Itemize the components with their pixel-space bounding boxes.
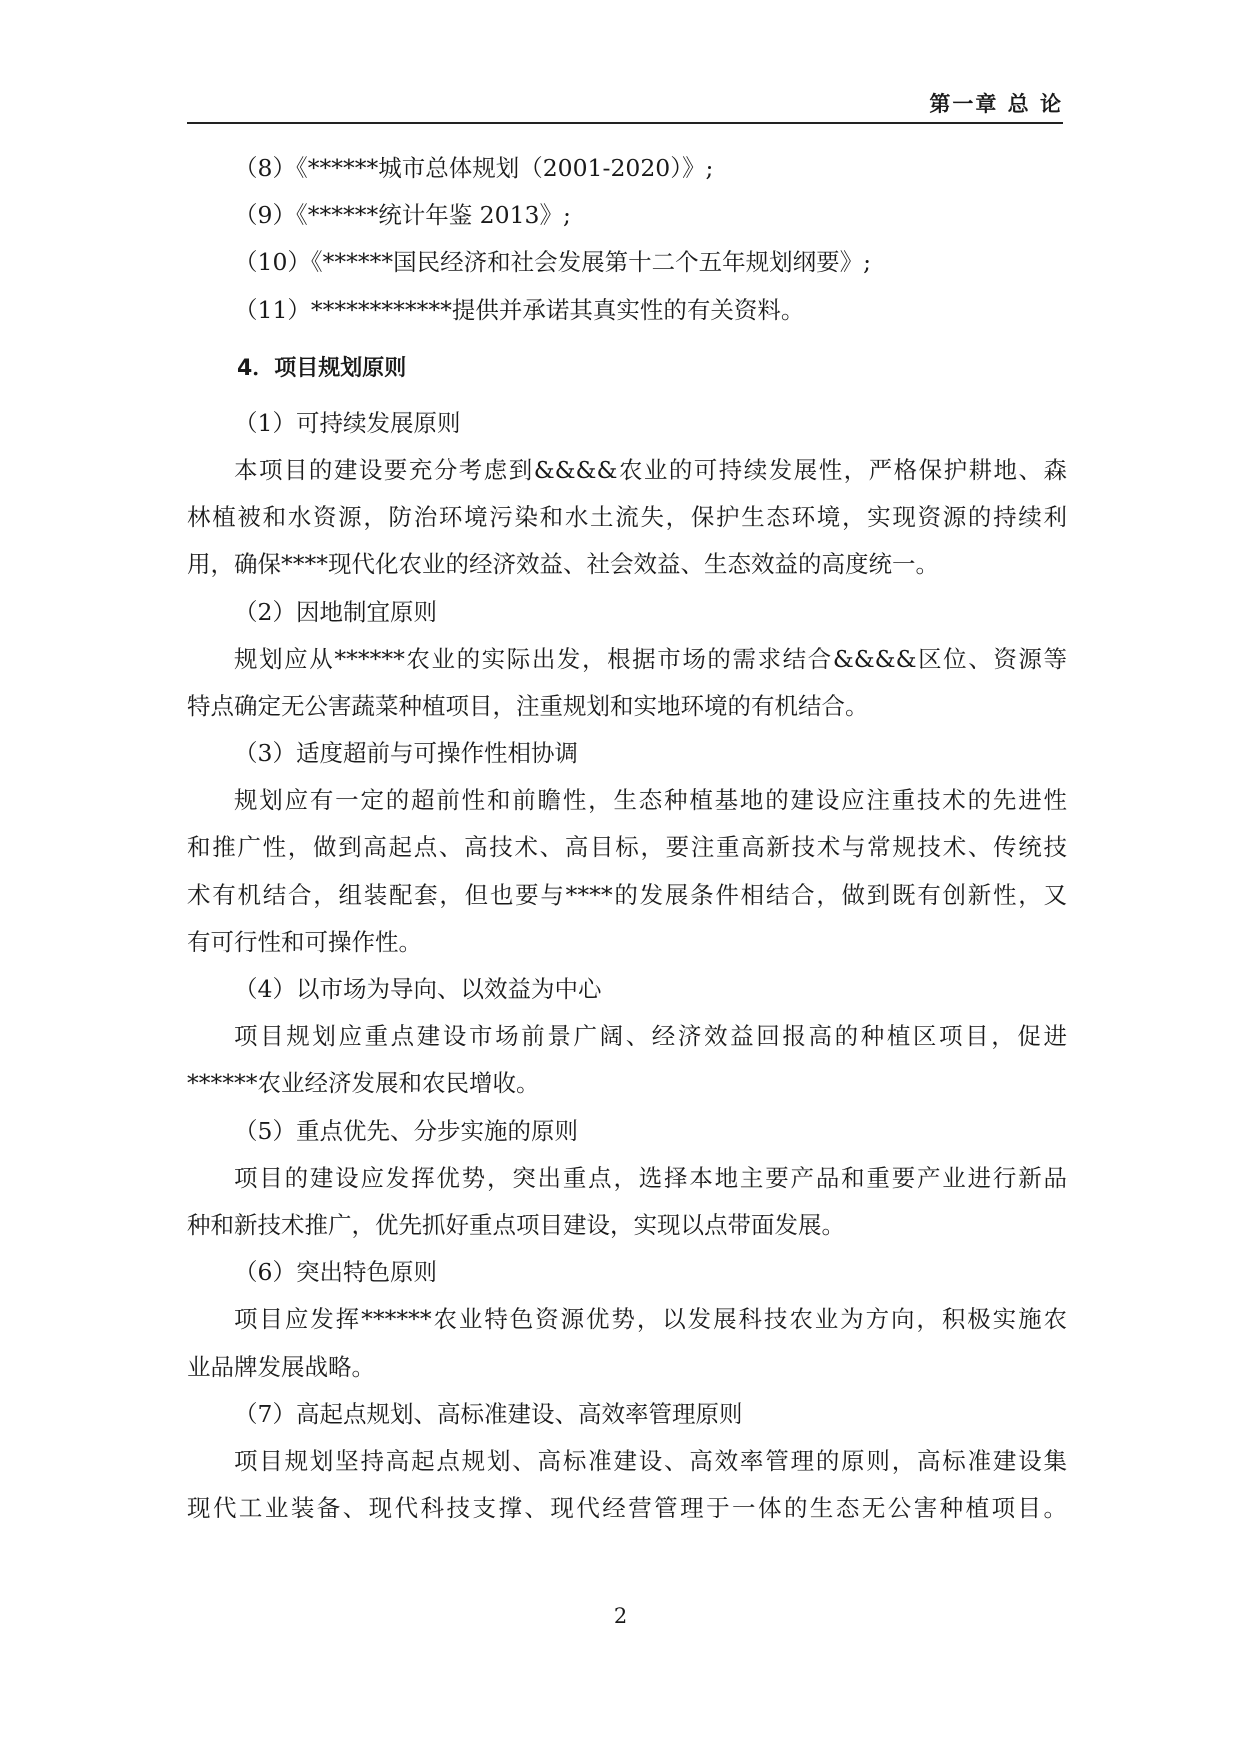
principle-title: （4）以市场为导向、以效益为中心 [234,975,602,1003]
reference-item: （8）《******城市总体规划（2001-2020）》; [234,154,714,182]
reference-item: （10）《******国民经济和社会发展第十二个五年规划纲要》; [234,248,872,277]
paragraph-line: 有可行性和可操作性。 [187,927,422,956]
paragraph-line: 特点确定无公害蔬菜种植项目，注重规划和实地环境的有机结合。 [187,691,869,720]
chapter-title: 第一章 总 论 [929,92,1063,116]
paragraph-line: 项目应发挥******农业特色资源优势，以发展科技农业为方向，积极实施农 [234,1305,1067,1334]
principle-title: （1）可持续发展原则 [234,408,461,437]
paragraph-line: 现代工业装备、现代科技支撑、现代经营管理于一体的生态无公害种植项目。 [187,1494,1067,1523]
reference-item: （9）《******统计年鉴 2013》; [234,201,571,230]
principle-title: （6）突出特色原则 [234,1258,437,1287]
principle-title: （2）因地制宜原则 [234,597,437,626]
page-number: 2 [613,1604,628,1628]
paragraph-line: 种和新技术推广，优先抓好重点项目建设，实现以点带面发展。 [187,1210,845,1239]
reference-item: （11）************提供并承诺其真实性的有关资料。 [234,295,805,324]
paragraph-line: 规划应有一定的超前性和前瞻性，生态种植基地的建设应注重技术的先进性 [234,786,1067,815]
paragraph-line: 本项目的建设要充分考虑到&&&&农业的可持续发展性，严格保护耕地、森 [234,455,1067,484]
page-content [187,145,1067,1532]
paragraph-line: 规划应从******农业的实际出发，根据市场的需求结合&&&&区位、资源等 [234,644,1067,673]
paragraph-line: 业品牌发展战略。 [187,1352,375,1381]
principle-title: （3）适度超前与可操作性相协调 [234,739,578,768]
paragraph-line: ******农业经济发展和农民增收。 [187,1069,540,1098]
paragraph-line: 项目规划应重点建设市场前景广阔、经济效益回报高的种植区项目，促进 [234,1022,1067,1051]
principle-title: （7）高起点规划、高标准建设、高效率管理原则 [234,1399,743,1428]
paragraph-line: 项目规划坚持高起点规划、高标准建设、高效率管理的原则，高标准建设集 [234,1446,1067,1475]
paragraph-line: 项目的建设应发挥优势，突出重点，选择本地主要产品和重要产业进行新品 [234,1163,1067,1192]
section-heading: 4．项目规划原则 [237,355,407,381]
principle-title: （5）重点优先、分步实施的原则 [234,1116,578,1145]
paragraph-line: 术有机结合，组装配套，但也要与****的发展条件相结合，做到既有创新性，又 [187,880,1067,909]
paragraph-line: 林植被和水资源，防治环境污染和水土流失，保护生态环境，实现资源的持续利 [187,503,1067,532]
paragraph-line: 和推广性，做到高起点、高技术、高目标，要注重高新技术与常规技术、传统技 [187,833,1067,862]
paragraph-line: 用，确保****现代化农业的经济效益、社会效益、生态效益的高度统一。 [187,550,939,579]
page-header [187,88,1063,124]
